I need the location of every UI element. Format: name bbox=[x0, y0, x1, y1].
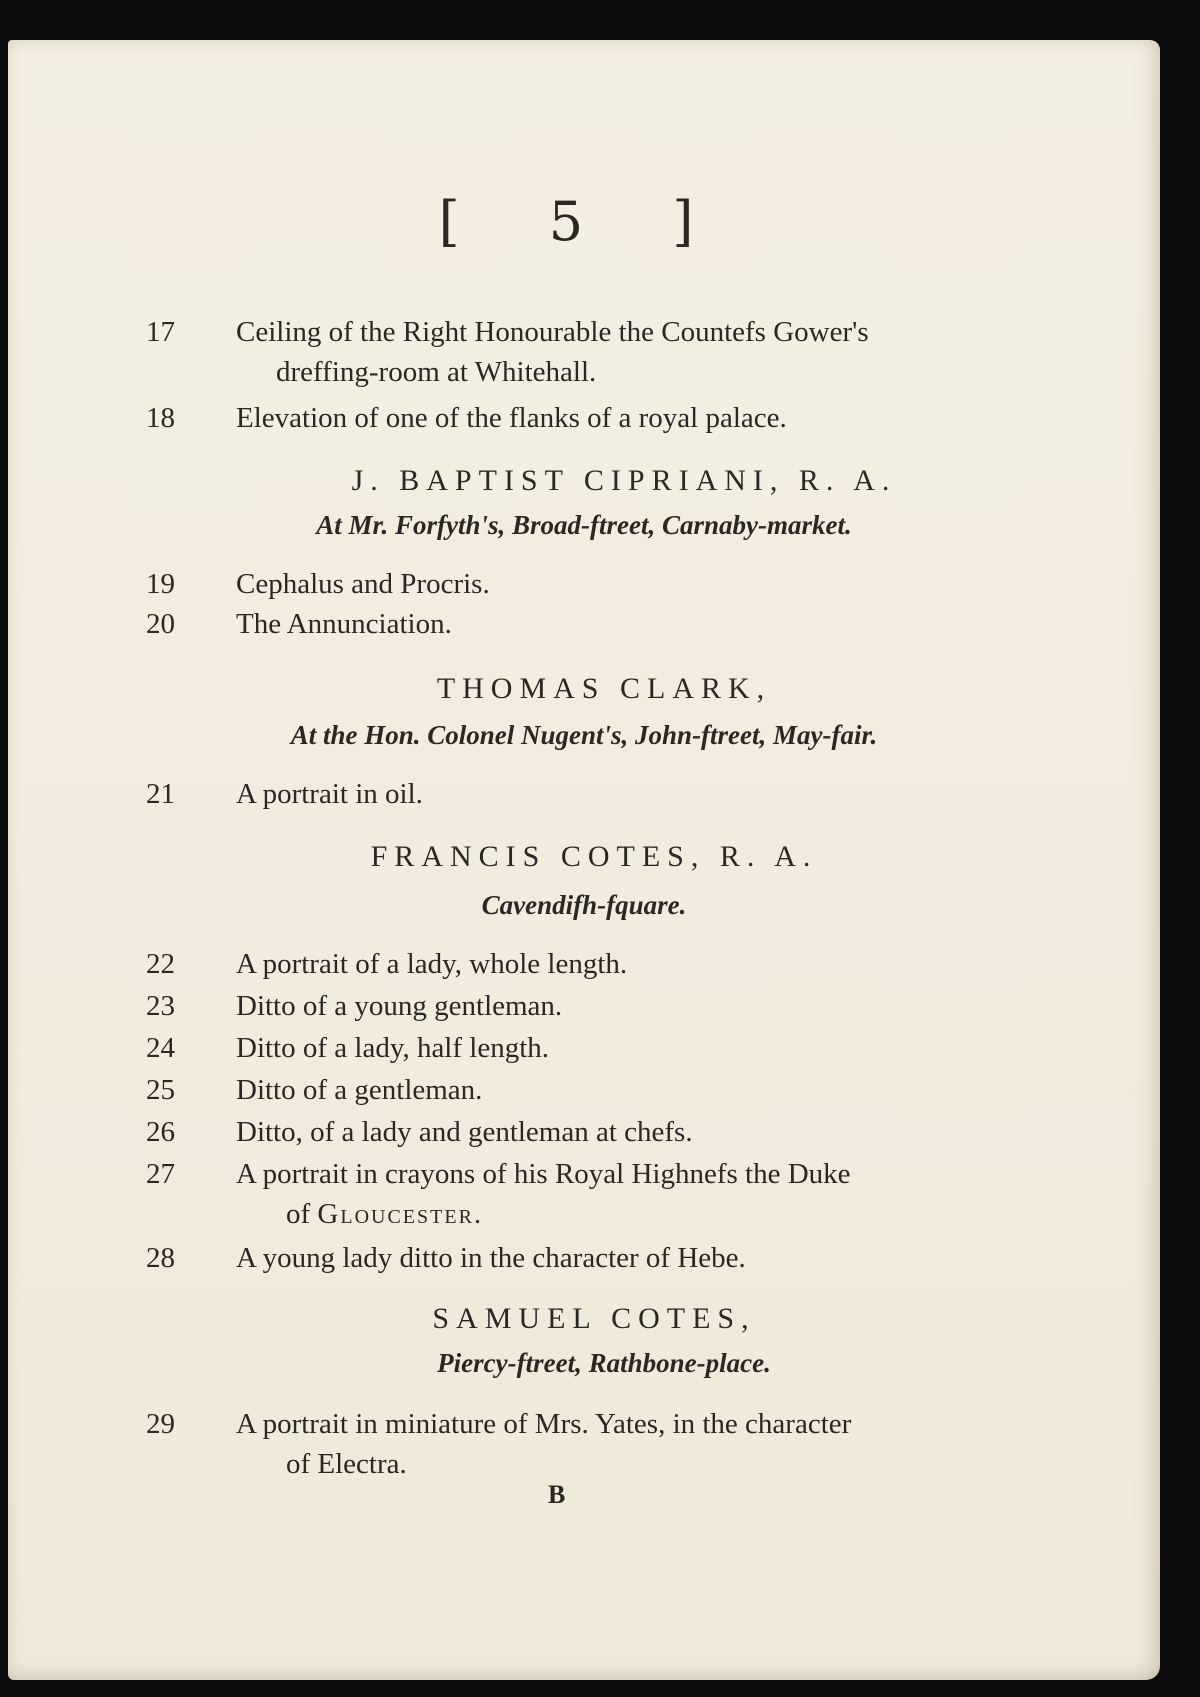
entry-number: 25 bbox=[146, 1074, 175, 1106]
entry-text: Ditto, of a lady and gentleman at chefs. bbox=[236, 1116, 693, 1148]
entry-continuation: of Electra. bbox=[286, 1448, 407, 1480]
artist-heading: J. BAPTIST CIPRIANI, R. A. bbox=[351, 464, 897, 497]
entry-continuation: dreffing-room at Whitehall. bbox=[276, 356, 597, 388]
book-page bbox=[8, 40, 1160, 1680]
entry-text: A young lady ditto in the character of Hebe. bbox=[236, 1242, 746, 1274]
entry-number: 18 bbox=[146, 402, 175, 434]
duke-title: Gloucester. bbox=[317, 1198, 484, 1230]
artist-heading: THOMAS CLARK, bbox=[436, 672, 772, 705]
entry-number: 28 bbox=[146, 1242, 175, 1274]
entry-text: A portrait in crayons of his Royal Highnefs the Duke bbox=[236, 1158, 851, 1190]
entry-continuation bbox=[286, 1194, 483, 1234]
artist-address: Cavendifh-fquare. bbox=[481, 890, 687, 920]
page-number: [ 5 ] bbox=[438, 190, 730, 253]
entry-number: 20 bbox=[146, 608, 175, 640]
signature-mark: B bbox=[548, 1480, 566, 1509]
entry-number: 21 bbox=[146, 778, 175, 810]
entry-text: A portrait of a lady, whole length. bbox=[236, 948, 628, 980]
entry-text: Elevation of one of the flanks of a royal palace. bbox=[236, 402, 787, 434]
entry-number: 17 bbox=[146, 316, 175, 348]
entry-text: Ditto of a gentleman. bbox=[236, 1074, 483, 1106]
artist-address: At Mr. Forfyth's, Broad-ftreet, Carnaby-market. bbox=[316, 510, 852, 540]
entry-number: 24 bbox=[146, 1032, 175, 1064]
entry-number: 26 bbox=[146, 1116, 175, 1148]
artist-heading: FRANCIS COTES, R. A. bbox=[370, 840, 818, 873]
entry-text: A portrait in oil. bbox=[236, 778, 423, 810]
entry-continuation-prefix: of bbox=[286, 1198, 318, 1230]
entry-text: Ceiling of the Right Honourable the Countefs Gower's bbox=[236, 316, 869, 348]
entry-number: 23 bbox=[146, 990, 175, 1022]
entry-number: 29 bbox=[146, 1408, 175, 1440]
entry-number: 27 bbox=[146, 1158, 175, 1190]
entry-number: 22 bbox=[146, 948, 175, 980]
entry-text: A portrait in miniature of Mrs. Yates, in the character bbox=[236, 1408, 852, 1440]
entry-text: The Annunciation. bbox=[236, 608, 452, 640]
entry-text: Ditto of a lady, half length. bbox=[236, 1032, 550, 1064]
entry-text: Cephalus and Procris. bbox=[236, 568, 490, 600]
entry-number: 19 bbox=[146, 568, 175, 600]
artist-address: Piercy-ftreet, Rathbone-place. bbox=[437, 1348, 771, 1378]
entry-text: Ditto of a young gentleman. bbox=[236, 990, 563, 1022]
artist-heading: SAMUEL COTES, bbox=[432, 1302, 756, 1335]
artist-address: At the Hon. Colonel Nugent's, John-ftreet, May-fair. bbox=[290, 720, 878, 750]
